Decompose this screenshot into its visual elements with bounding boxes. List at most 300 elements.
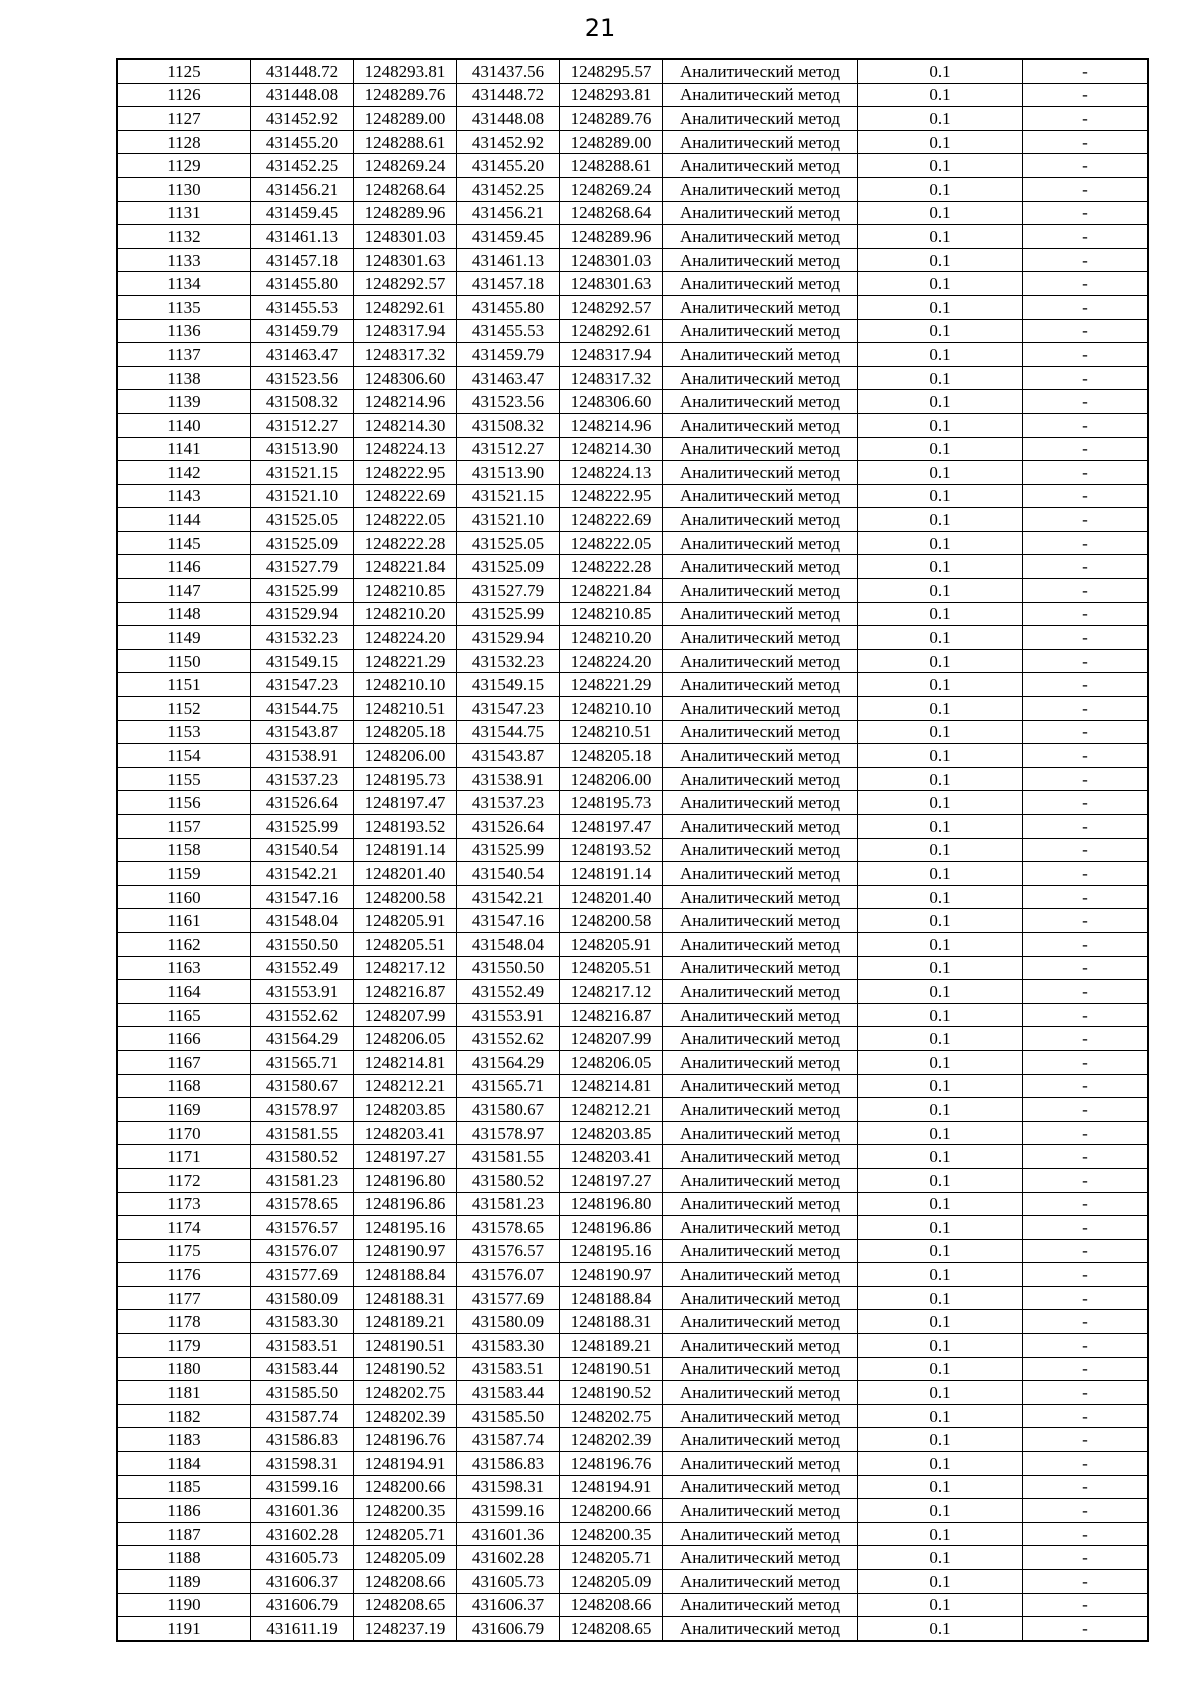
cell-y-coordinate: 1248196.80 [354, 1168, 457, 1192]
cell-x-coordinate: 431521.10 [251, 484, 354, 508]
cell-point-number: 1170 [117, 1121, 251, 1145]
cell-prev-x-coordinate: 431532.23 [457, 649, 560, 673]
cell-x-coordinate: 431583.51 [251, 1334, 354, 1358]
cell-accuracy: 0.1 [858, 83, 1023, 107]
cell-y-coordinate: 1248191.14 [354, 838, 457, 862]
cell-note: - [1023, 1404, 1149, 1428]
table-row [117, 1050, 1148, 1074]
cell-accuracy: 0.1 [858, 130, 1023, 154]
cell-method: Аналитический метод [663, 413, 858, 437]
table-row [117, 1145, 1148, 1169]
cell-point-number: 1145 [117, 531, 251, 555]
cell-note: - [1023, 1499, 1149, 1523]
coordinates-table [116, 58, 1149, 1642]
cell-x-coordinate: 431565.71 [251, 1050, 354, 1074]
table-row [117, 579, 1148, 603]
table-row [117, 720, 1148, 744]
cell-y-coordinate: 1248289.76 [354, 83, 457, 107]
table-row [117, 885, 1148, 909]
cell-point-number: 1174 [117, 1216, 251, 1240]
table-row [117, 366, 1148, 390]
cell-x-coordinate: 431578.65 [251, 1192, 354, 1216]
cell-note: - [1023, 1546, 1149, 1570]
cell-x-coordinate: 431513.90 [251, 437, 354, 461]
cell-x-coordinate: 431552.49 [251, 956, 354, 980]
cell-method: Аналитический метод [663, 1027, 858, 1051]
cell-note: - [1023, 508, 1149, 532]
cell-prev-y-coordinate: 1248197.27 [560, 1168, 663, 1192]
cell-x-coordinate: 431542.21 [251, 862, 354, 886]
cell-note: - [1023, 531, 1149, 555]
cell-prev-y-coordinate: 1248301.63 [560, 272, 663, 296]
cell-x-coordinate: 431606.37 [251, 1570, 354, 1594]
cell-method: Аналитический метод [663, 1121, 858, 1145]
cell-prev-y-coordinate: 1248206.00 [560, 767, 663, 791]
cell-point-number: 1130 [117, 177, 251, 201]
cell-prev-x-coordinate: 431564.29 [457, 1050, 560, 1074]
cell-accuracy: 0.1 [858, 1404, 1023, 1428]
cell-accuracy: 0.1 [858, 248, 1023, 272]
cell-accuracy: 0.1 [858, 484, 1023, 508]
table-row [117, 1617, 1148, 1641]
table-row [117, 1310, 1148, 1334]
cell-accuracy: 0.1 [858, 1074, 1023, 1098]
cell-method: Аналитический метод [663, 1074, 858, 1098]
cell-prev-y-coordinate: 1248193.52 [560, 838, 663, 862]
cell-x-coordinate: 431540.54 [251, 838, 354, 862]
cell-point-number: 1184 [117, 1452, 251, 1476]
cell-point-number: 1164 [117, 980, 251, 1004]
cell-accuracy: 0.1 [858, 1617, 1023, 1641]
cell-y-coordinate: 1248190.52 [354, 1357, 457, 1381]
cell-prev-x-coordinate: 431457.18 [457, 272, 560, 296]
cell-note: - [1023, 1121, 1149, 1145]
cell-y-coordinate: 1248200.35 [354, 1499, 457, 1523]
cell-method: Аналитический метод [663, 248, 858, 272]
cell-accuracy: 0.1 [858, 932, 1023, 956]
cell-note: - [1023, 225, 1149, 249]
cell-prev-y-coordinate: 1248210.85 [560, 602, 663, 626]
cell-method: Аналитический метод [663, 1003, 858, 1027]
cell-y-coordinate: 1248301.03 [354, 225, 457, 249]
table-row [117, 1121, 1148, 1145]
cell-point-number: 1153 [117, 720, 251, 744]
cell-point-number: 1176 [117, 1263, 251, 1287]
cell-method: Аналитический метод [663, 602, 858, 626]
cell-prev-x-coordinate: 431576.57 [457, 1239, 560, 1263]
table-row [117, 461, 1148, 485]
cell-y-coordinate: 1248212.21 [354, 1074, 457, 1098]
cell-y-coordinate: 1248210.10 [354, 673, 457, 697]
cell-prev-y-coordinate: 1248222.95 [560, 484, 663, 508]
cell-x-coordinate: 431552.62 [251, 1003, 354, 1027]
cell-method: Аналитический метод [663, 555, 858, 579]
cell-x-coordinate: 431463.47 [251, 343, 354, 367]
cell-note: - [1023, 744, 1149, 768]
cell-method: Аналитический метод [663, 1192, 858, 1216]
cell-point-number: 1169 [117, 1098, 251, 1122]
cell-y-coordinate: 1248195.73 [354, 767, 457, 791]
cell-note: - [1023, 1381, 1149, 1405]
table-row [117, 602, 1148, 626]
cell-accuracy: 0.1 [858, 815, 1023, 839]
cell-x-coordinate: 431456.21 [251, 177, 354, 201]
cell-note: - [1023, 1310, 1149, 1334]
table-row [117, 154, 1148, 178]
cell-accuracy: 0.1 [858, 531, 1023, 555]
cell-accuracy: 0.1 [858, 1263, 1023, 1287]
cell-prev-x-coordinate: 431578.97 [457, 1121, 560, 1145]
cell-prev-x-coordinate: 431527.79 [457, 579, 560, 603]
cell-point-number: 1127 [117, 107, 251, 131]
cell-method: Аналитический метод [663, 720, 858, 744]
cell-note: - [1023, 673, 1149, 697]
cell-prev-x-coordinate: 431525.09 [457, 555, 560, 579]
cell-note: - [1023, 413, 1149, 437]
cell-method: Аналитический метод [663, 201, 858, 225]
cell-note: - [1023, 909, 1149, 933]
cell-note: - [1023, 1003, 1149, 1027]
cell-x-coordinate: 431606.79 [251, 1593, 354, 1617]
cell-accuracy: 0.1 [858, 767, 1023, 791]
table-row [117, 508, 1148, 532]
cell-x-coordinate: 431532.23 [251, 626, 354, 650]
cell-note: - [1023, 1522, 1149, 1546]
cell-accuracy: 0.1 [858, 956, 1023, 980]
cell-method: Аналитический метод [663, 1593, 858, 1617]
cell-x-coordinate: 431527.79 [251, 555, 354, 579]
cell-accuracy: 0.1 [858, 602, 1023, 626]
table-row [117, 1475, 1148, 1499]
cell-note: - [1023, 366, 1149, 390]
cell-point-number: 1139 [117, 390, 251, 414]
cell-y-coordinate: 1248268.64 [354, 177, 457, 201]
cell-x-coordinate: 431452.92 [251, 107, 354, 131]
cell-y-coordinate: 1248222.95 [354, 461, 457, 485]
table-row [117, 1216, 1148, 1240]
table-row [117, 1404, 1148, 1428]
table-row [117, 1381, 1148, 1405]
cell-x-coordinate: 431455.80 [251, 272, 354, 296]
cell-note: - [1023, 1428, 1149, 1452]
cell-accuracy: 0.1 [858, 1121, 1023, 1145]
table-row [117, 1098, 1148, 1122]
cell-method: Аналитический метод [663, 649, 858, 673]
cell-prev-x-coordinate: 431602.28 [457, 1546, 560, 1570]
cell-prev-y-coordinate: 1248210.51 [560, 720, 663, 744]
table-row [117, 1192, 1148, 1216]
cell-prev-y-coordinate: 1248222.28 [560, 555, 663, 579]
cell-y-coordinate: 1248205.09 [354, 1546, 457, 1570]
cell-point-number: 1134 [117, 272, 251, 296]
cell-prev-x-coordinate: 431580.67 [457, 1098, 560, 1122]
cell-y-coordinate: 1248224.20 [354, 626, 457, 650]
cell-y-coordinate: 1248206.05 [354, 1027, 457, 1051]
cell-method: Аналитический метод [663, 272, 858, 296]
cell-note: - [1023, 602, 1149, 626]
cell-x-coordinate: 431601.36 [251, 1499, 354, 1523]
cell-y-coordinate: 1248203.41 [354, 1121, 457, 1145]
cell-prev-x-coordinate: 431587.74 [457, 1428, 560, 1452]
cell-note: - [1023, 626, 1149, 650]
cell-prev-x-coordinate: 431601.36 [457, 1522, 560, 1546]
cell-note: - [1023, 932, 1149, 956]
cell-note: - [1023, 319, 1149, 343]
cell-x-coordinate: 431553.91 [251, 980, 354, 1004]
cell-x-coordinate: 431580.52 [251, 1145, 354, 1169]
cell-method: Аналитический метод [663, 1334, 858, 1358]
cell-method: Аналитический метод [663, 130, 858, 154]
cell-point-number: 1158 [117, 838, 251, 862]
cell-note: - [1023, 579, 1149, 603]
cell-method: Аналитический метод [663, 1145, 858, 1169]
cell-y-coordinate: 1248221.84 [354, 555, 457, 579]
cell-prev-x-coordinate: 431586.83 [457, 1452, 560, 1476]
cell-x-coordinate: 431586.83 [251, 1428, 354, 1452]
table-row [117, 1263, 1148, 1287]
cell-method: Аналитический метод [663, 1522, 858, 1546]
cell-x-coordinate: 431525.99 [251, 579, 354, 603]
cell-prev-y-coordinate: 1248288.61 [560, 154, 663, 178]
cell-y-coordinate: 1248193.52 [354, 815, 457, 839]
cell-point-number: 1149 [117, 626, 251, 650]
cell-accuracy: 0.1 [858, 390, 1023, 414]
cell-note: - [1023, 83, 1149, 107]
cell-prev-x-coordinate: 431521.10 [457, 508, 560, 532]
cell-prev-y-coordinate: 1248188.31 [560, 1310, 663, 1334]
cell-prev-x-coordinate: 431606.79 [457, 1617, 560, 1641]
cell-point-number: 1172 [117, 1168, 251, 1192]
cell-y-coordinate: 1248189.21 [354, 1310, 457, 1334]
cell-y-coordinate: 1248190.97 [354, 1239, 457, 1263]
cell-note: - [1023, 437, 1149, 461]
cell-note: - [1023, 767, 1149, 791]
cell-x-coordinate: 431580.67 [251, 1074, 354, 1098]
cell-method: Аналитический метод [663, 1239, 858, 1263]
cell-prev-x-coordinate: 431448.72 [457, 83, 560, 107]
table-row [117, 248, 1148, 272]
cell-method: Аналитический метод [663, 767, 858, 791]
cell-note: - [1023, 177, 1149, 201]
cell-point-number: 1141 [117, 437, 251, 461]
cell-x-coordinate: 431457.18 [251, 248, 354, 272]
table-row [117, 1428, 1148, 1452]
cell-y-coordinate: 1248317.94 [354, 319, 457, 343]
cell-accuracy: 0.1 [858, 319, 1023, 343]
cell-x-coordinate: 431576.57 [251, 1216, 354, 1240]
cell-prev-x-coordinate: 431576.07 [457, 1263, 560, 1287]
table-row [117, 649, 1148, 673]
cell-point-number: 1154 [117, 744, 251, 768]
cell-y-coordinate: 1248269.24 [354, 154, 457, 178]
cell-x-coordinate: 431448.08 [251, 83, 354, 107]
cell-x-coordinate: 431521.15 [251, 461, 354, 485]
cell-prev-y-coordinate: 1248210.20 [560, 626, 663, 650]
cell-prev-y-coordinate: 1248202.39 [560, 1428, 663, 1452]
cell-note: - [1023, 59, 1149, 83]
cell-x-coordinate: 431585.50 [251, 1381, 354, 1405]
cell-prev-x-coordinate: 431542.21 [457, 885, 560, 909]
cell-prev-y-coordinate: 1248289.00 [560, 130, 663, 154]
cell-prev-y-coordinate: 1248190.97 [560, 1263, 663, 1287]
cell-note: - [1023, 862, 1149, 886]
cell-prev-x-coordinate: 431583.44 [457, 1381, 560, 1405]
cell-accuracy: 0.1 [858, 1499, 1023, 1523]
cell-prev-x-coordinate: 431547.16 [457, 909, 560, 933]
cell-method: Аналитический метод [663, 791, 858, 815]
cell-point-number: 1144 [117, 508, 251, 532]
table-row [117, 1522, 1148, 1546]
cell-x-coordinate: 431547.23 [251, 673, 354, 697]
cell-x-coordinate: 431548.04 [251, 909, 354, 933]
table-row [117, 1334, 1148, 1358]
cell-prev-y-coordinate: 1248200.66 [560, 1499, 663, 1523]
cell-prev-x-coordinate: 431606.37 [457, 1593, 560, 1617]
cell-prev-y-coordinate: 1248224.20 [560, 649, 663, 673]
cell-prev-y-coordinate: 1248205.09 [560, 1570, 663, 1594]
cell-y-coordinate: 1248237.19 [354, 1617, 457, 1641]
cell-y-coordinate: 1248214.81 [354, 1050, 457, 1074]
cell-accuracy: 0.1 [858, 720, 1023, 744]
cell-accuracy: 0.1 [858, 1216, 1023, 1240]
cell-prev-x-coordinate: 431513.90 [457, 461, 560, 485]
cell-point-number: 1185 [117, 1475, 251, 1499]
cell-prev-y-coordinate: 1248200.58 [560, 909, 663, 933]
cell-method: Аналитический метод [663, 1499, 858, 1523]
cell-prev-y-coordinate: 1248202.75 [560, 1404, 663, 1428]
cell-accuracy: 0.1 [858, 1452, 1023, 1476]
page-number: 21 [584, 14, 616, 42]
cell-accuracy: 0.1 [858, 1381, 1023, 1405]
cell-y-coordinate: 1248188.84 [354, 1263, 457, 1287]
cell-point-number: 1166 [117, 1027, 251, 1051]
table-row [117, 1286, 1148, 1310]
cell-y-coordinate: 1248222.05 [354, 508, 457, 532]
cell-method: Аналитический метод [663, 885, 858, 909]
cell-x-coordinate: 431526.64 [251, 791, 354, 815]
table-row [117, 1452, 1148, 1476]
cell-y-coordinate: 1248207.99 [354, 1003, 457, 1027]
cell-point-number: 1163 [117, 956, 251, 980]
cell-method: Аналитический метод [663, 390, 858, 414]
cell-prev-y-coordinate: 1248190.51 [560, 1357, 663, 1381]
table-row [117, 1570, 1148, 1594]
cell-point-number: 1167 [117, 1050, 251, 1074]
cell-method: Аналитический метод [663, 1168, 858, 1192]
cell-accuracy: 0.1 [858, 673, 1023, 697]
cell-y-coordinate: 1248306.60 [354, 366, 457, 390]
cell-y-coordinate: 1248190.51 [354, 1334, 457, 1358]
cell-prev-y-coordinate: 1248205.18 [560, 744, 663, 768]
cell-point-number: 1160 [117, 885, 251, 909]
cell-method: Аналитический метод [663, 862, 858, 886]
cell-method: Аналитический метод [663, 1570, 858, 1594]
cell-y-coordinate: 1248214.96 [354, 390, 457, 414]
cell-prev-x-coordinate: 431565.71 [457, 1074, 560, 1098]
cell-prev-x-coordinate: 431508.32 [457, 413, 560, 437]
cell-accuracy: 0.1 [858, 201, 1023, 225]
cell-y-coordinate: 1248292.61 [354, 295, 457, 319]
cell-y-coordinate: 1248210.20 [354, 602, 457, 626]
cell-prev-y-coordinate: 1248196.80 [560, 1192, 663, 1216]
cell-prev-y-coordinate: 1248205.51 [560, 956, 663, 980]
cell-method: Аналитический метод [663, 909, 858, 933]
cell-y-coordinate: 1248293.81 [354, 59, 457, 83]
cell-prev-x-coordinate: 431437.56 [457, 59, 560, 83]
cell-accuracy: 0.1 [858, 649, 1023, 673]
cell-prev-y-coordinate: 1248208.65 [560, 1617, 663, 1641]
cell-accuracy: 0.1 [858, 508, 1023, 532]
cell-prev-y-coordinate: 1248214.81 [560, 1074, 663, 1098]
cell-prev-x-coordinate: 431599.16 [457, 1499, 560, 1523]
cell-note: - [1023, 1334, 1149, 1358]
cell-point-number: 1159 [117, 862, 251, 886]
cell-prev-y-coordinate: 1248206.05 [560, 1050, 663, 1074]
cell-accuracy: 0.1 [858, 1522, 1023, 1546]
cell-point-number: 1190 [117, 1593, 251, 1617]
cell-prev-y-coordinate: 1248292.57 [560, 295, 663, 319]
cell-accuracy: 0.1 [858, 1192, 1023, 1216]
cell-accuracy: 0.1 [858, 1027, 1023, 1051]
cell-prev-x-coordinate: 431448.08 [457, 107, 560, 131]
cell-y-coordinate: 1248196.86 [354, 1192, 457, 1216]
cell-prev-y-coordinate: 1248293.81 [560, 83, 663, 107]
cell-point-number: 1143 [117, 484, 251, 508]
cell-accuracy: 0.1 [858, 838, 1023, 862]
cell-x-coordinate: 431581.55 [251, 1121, 354, 1145]
cell-prev-y-coordinate: 1248289.96 [560, 225, 663, 249]
table-row [117, 767, 1148, 791]
cell-y-coordinate: 1248288.61 [354, 130, 457, 154]
cell-accuracy: 0.1 [858, 1334, 1023, 1358]
cell-accuracy: 0.1 [858, 107, 1023, 131]
cell-prev-x-coordinate: 431583.30 [457, 1334, 560, 1358]
table-row [117, 295, 1148, 319]
cell-point-number: 1146 [117, 555, 251, 579]
cell-prev-x-coordinate: 431578.65 [457, 1216, 560, 1240]
cell-prev-x-coordinate: 431459.79 [457, 343, 560, 367]
cell-y-coordinate: 1248317.32 [354, 343, 457, 367]
cell-prev-y-coordinate: 1248222.05 [560, 531, 663, 555]
cell-y-coordinate: 1248197.47 [354, 791, 457, 815]
cell-prev-x-coordinate: 431605.73 [457, 1570, 560, 1594]
cell-prev-x-coordinate: 431455.20 [457, 154, 560, 178]
cell-point-number: 1151 [117, 673, 251, 697]
table-row [117, 437, 1148, 461]
table-row [117, 1168, 1148, 1192]
cell-prev-x-coordinate: 431452.92 [457, 130, 560, 154]
cell-x-coordinate: 431523.56 [251, 366, 354, 390]
cell-note: - [1023, 885, 1149, 909]
table-row [117, 531, 1148, 555]
cell-point-number: 1138 [117, 366, 251, 390]
cell-prev-y-coordinate: 1248292.61 [560, 319, 663, 343]
cell-point-number: 1155 [117, 767, 251, 791]
cell-method: Аналитический метод [663, 531, 858, 555]
cell-prev-x-coordinate: 431525.99 [457, 602, 560, 626]
cell-note: - [1023, 1263, 1149, 1287]
cell-x-coordinate: 431538.91 [251, 744, 354, 768]
cell-y-coordinate: 1248224.13 [354, 437, 457, 461]
cell-prev-y-coordinate: 1248301.03 [560, 248, 663, 272]
cell-prev-x-coordinate: 431455.53 [457, 319, 560, 343]
table-row [117, 1003, 1148, 1027]
cell-y-coordinate: 1248201.40 [354, 862, 457, 886]
cell-accuracy: 0.1 [858, 1286, 1023, 1310]
cell-note: - [1023, 1286, 1149, 1310]
cell-method: Аналитический метод [663, 1428, 858, 1452]
cell-x-coordinate: 431459.45 [251, 201, 354, 225]
